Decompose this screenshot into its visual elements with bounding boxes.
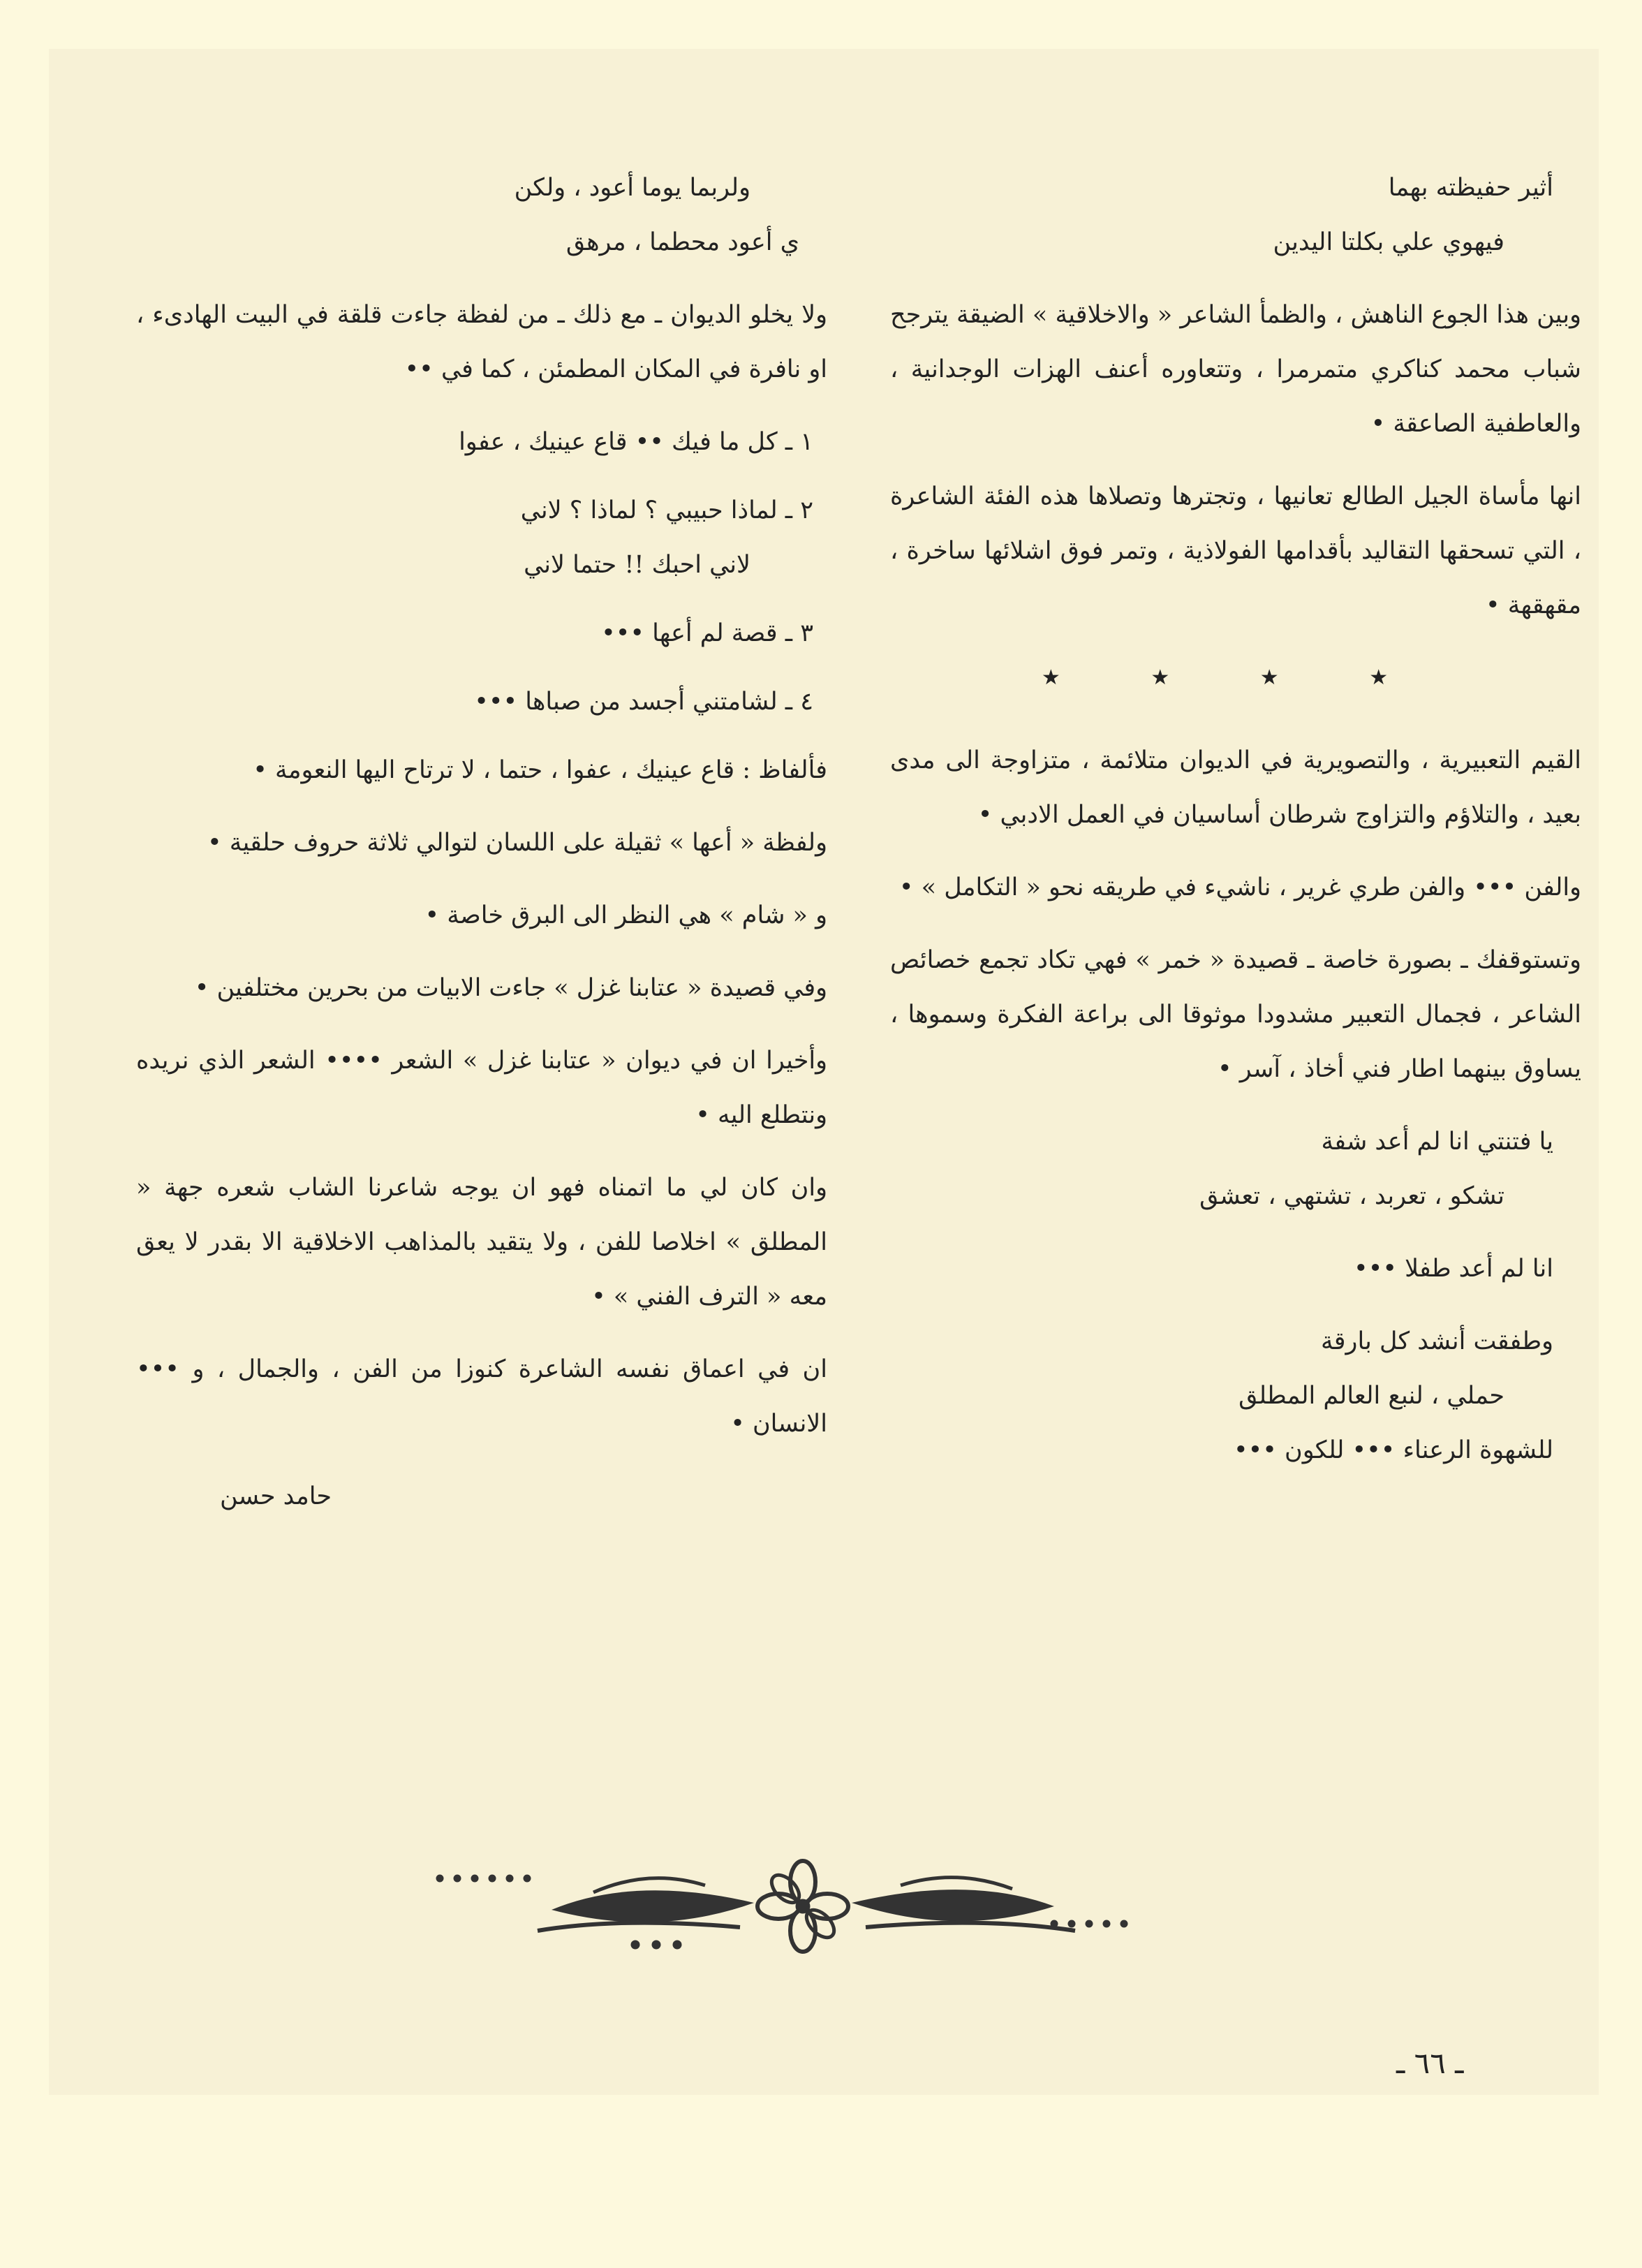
verse-quote — [890, 1114, 1581, 1223]
paragraph: وأخيرا ان في ديوان « عتابنا غزل » الشعر •••• الشعر الذي نريده ونتطلع اليه • — [136, 1047, 827, 1129]
page-number: ـ ٦٦ ـ — [1396, 2046, 1464, 2080]
list-number: ٢ ـ — [785, 496, 813, 524]
verse-intro-left — [136, 161, 827, 270]
floral-ornament-icon — [426, 1854, 1180, 1959]
paragraph: القيم التعبيرية ، والتصويرية في الديوان متلائمة ، متزاوجة الى مدى بعيد ، والتلاؤم والتزاوج شرطان أساسيان في العمل الادبي • — [890, 746, 1581, 829]
verse-line: تشكو ، تعربد ، تشتهي ، تعشق — [1199, 1182, 1504, 1210]
list-text: لماذا حبيبي ؟ لماذا ؟ لاني — [520, 496, 778, 524]
paragraph: ان في اعماق نفسه الشاعرة كنوزا من الفن ، والجمال ، و ••• الانسان • — [136, 1355, 827, 1438]
paragraph: و « شام » هي النظر الى البرق خاصة • — [424, 901, 827, 929]
paragraph: وتستوقفك ـ بصورة خاصة ـ قصيدة « خمر » فهي تكاد تجمع خصائص الشاعر ، فجمال التعبير مشدودا موثوقا الى براعة الفكرة وسموها ، يساوق بينهما اطار فني أخاذ ، آسر • — [890, 946, 1581, 1083]
verse-line: وطفقت أنشد كل بارقة — [1321, 1327, 1553, 1355]
verse-line: يا فتنتي انا لم أعد شفة — [1321, 1128, 1553, 1156]
list-text: كل ما فيك •• قاع عينيك ، عفوا — [459, 428, 778, 456]
list-subtext: لاني احبك !! حتما لاني — [524, 551, 750, 579]
list-text: قصة لم أعها ••• — [601, 619, 778, 647]
left-column — [136, 161, 827, 1524]
verse-quote — [890, 1314, 1581, 1478]
right-column — [890, 161, 1581, 1496]
list-text: لشامتني أجسد من صباها ••• — [474, 688, 778, 716]
paragraph: فألفاظ : قاع عينيك ، عفوا ، حتما ، لا ترتاح اليها النعومة • — [253, 756, 827, 784]
list-number: ٤ ـ — [785, 688, 813, 716]
paragraph: ولا يخلو الديوان ـ مع ذلك ـ من لفظة جاءت قلقة في البيت الهادىء ، او نافرة في المكان المطمئن ، كما في •• — [136, 301, 827, 383]
author-signature: حامد حسن — [220, 1482, 332, 1510]
paragraph: وان كان لي ما اتمناه فهو ان يوجه شاعرنا الشاب شعره جهة « المطلق » اخلاصا للفن ، ولا يتقيد بالمذاهب الاخلاقية الا بقدر لا يعق معه « الترف الفني » • — [136, 1174, 827, 1311]
paragraph: والفن ••• والفن طري غرير ، ناشيء في طريقه نحو « التكامل » • — [898, 874, 1581, 901]
list-number: ١ ـ — [785, 428, 813, 456]
paragraph: وبين هذا الجوع الناهش ، والظمأ الشاعر « والاخلاقية » الضيقة يترجح شباب محمد كناكري متمرمرا ، وتتعاوره أعنف الهزات الوجدانية ، والعاطفية الصاعقة • — [890, 301, 1581, 438]
verse-line: ي أعود محطما ، مرهق — [565, 228, 799, 256]
list-item — [136, 606, 827, 661]
paragraph: ولفظة « أعها » ثقيلة على اللسان لتوالي ثلاثة حروف حلقية • — [207, 829, 827, 857]
verse-line: ولربما يوما أعود ، ولكن — [514, 174, 750, 202]
list-item — [136, 415, 827, 469]
paragraph: انها مأساة الجيل الطالع تعانيها ، وتجترها وتصلاها هذه الفئة الشاعرة ، التي تسحقها التقاليد بأقدامها الفولاذية ، وتمر فوق اشلائها ساخرة ، مقهقهة • — [890, 483, 1581, 619]
section-divider-stars: ★ ★ ★ ★ — [1041, 665, 1430, 690]
page-sheet — [49, 49, 1599, 2095]
paragraph: وفي قصيدة « عتابنا غزل » جاءت الابيات من بحرين مختلفين • — [194, 974, 827, 1002]
list-item — [136, 483, 827, 592]
verse-line: حملي ، لنبع العالم المطلق — [1238, 1382, 1504, 1410]
verse-line: فيهوي علي بكلتا اليدين — [1273, 228, 1504, 256]
verse-intro-right — [890, 161, 1581, 270]
verse-quote — [890, 1242, 1581, 1296]
verse-line: للشهوة الرعناء ••• للكون ••• — [1233, 1436, 1553, 1464]
verse-line: أثير حفيظته بهما — [1388, 174, 1553, 202]
verse-line: انا لم أعد طفلا ••• — [1354, 1255, 1553, 1283]
list-number: ٣ ـ — [785, 619, 813, 647]
list-item — [136, 675, 827, 729]
